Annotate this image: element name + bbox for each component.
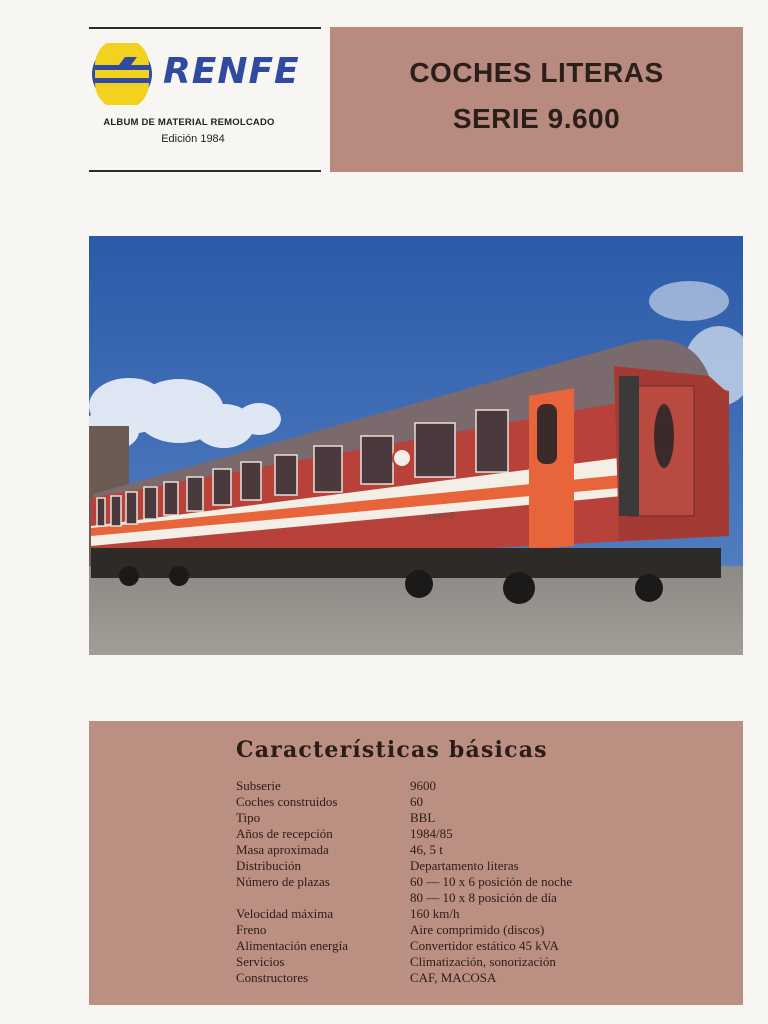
title-panel <box>330 27 743 172</box>
spec-value: CAF, MACOSA <box>410 970 497 985</box>
train-photo-illustration <box>89 236 743 655</box>
renfe-wordmark: RENFE <box>163 51 300 92</box>
spec-value: Convertidor estático 45 kVA <box>410 938 559 953</box>
spec-label: Servicios <box>236 954 285 969</box>
spec-value: 80 — 10 x 8 posición de día <box>410 890 557 905</box>
spec-label: Subserie <box>236 778 281 793</box>
spec-value: 46, 5 t <box>410 842 443 857</box>
album-caption: ALBUM DE MATERIAL REMOLCADO <box>103 117 275 128</box>
spec-label: Número de plazas <box>236 874 330 889</box>
spec-label: Constructores <box>236 970 309 985</box>
spec-label: Masa aproximada <box>236 842 329 857</box>
edition-caption: Edición 1984 <box>161 133 225 145</box>
spec-label: Distribución <box>236 858 301 873</box>
train-photo <box>89 236 743 655</box>
spec-value: 60 <box>410 794 423 809</box>
spec-value: Aire comprimido (discos) <box>410 922 545 937</box>
car-roundel-icon <box>393 449 411 467</box>
spec-label: Tipo <box>236 810 261 825</box>
spec-value: 160 km/h <box>410 906 460 921</box>
spec-value: 9600 <box>410 778 436 793</box>
spec-label: Freno <box>236 922 267 937</box>
car-lettering: LITERAS <box>420 510 455 523</box>
specs-panel <box>89 721 743 1005</box>
spec-value: BBL <box>410 810 436 825</box>
page-subtitle: SERIE 9.600 <box>452 103 621 134</box>
logo-block <box>89 27 321 172</box>
spec-value: 60 — 10 x 6 posición de noche <box>410 874 573 889</box>
spec-value: Climatización, sonorización <box>410 954 556 969</box>
renfe-emblem-icon <box>91 43 153 105</box>
spec-label: Alimentación energía <box>236 938 349 953</box>
spec-value: Departamento literas <box>410 858 519 873</box>
specs-title: Características básicas <box>236 737 548 763</box>
spec-label: Velocidad máxima <box>236 906 334 921</box>
spec-label: Años de recepción <box>236 826 333 841</box>
spec-value: 1984/85 <box>410 826 453 841</box>
page-title: COCHES LITERAS <box>409 57 664 88</box>
spec-label: Coches construidos <box>236 794 338 809</box>
